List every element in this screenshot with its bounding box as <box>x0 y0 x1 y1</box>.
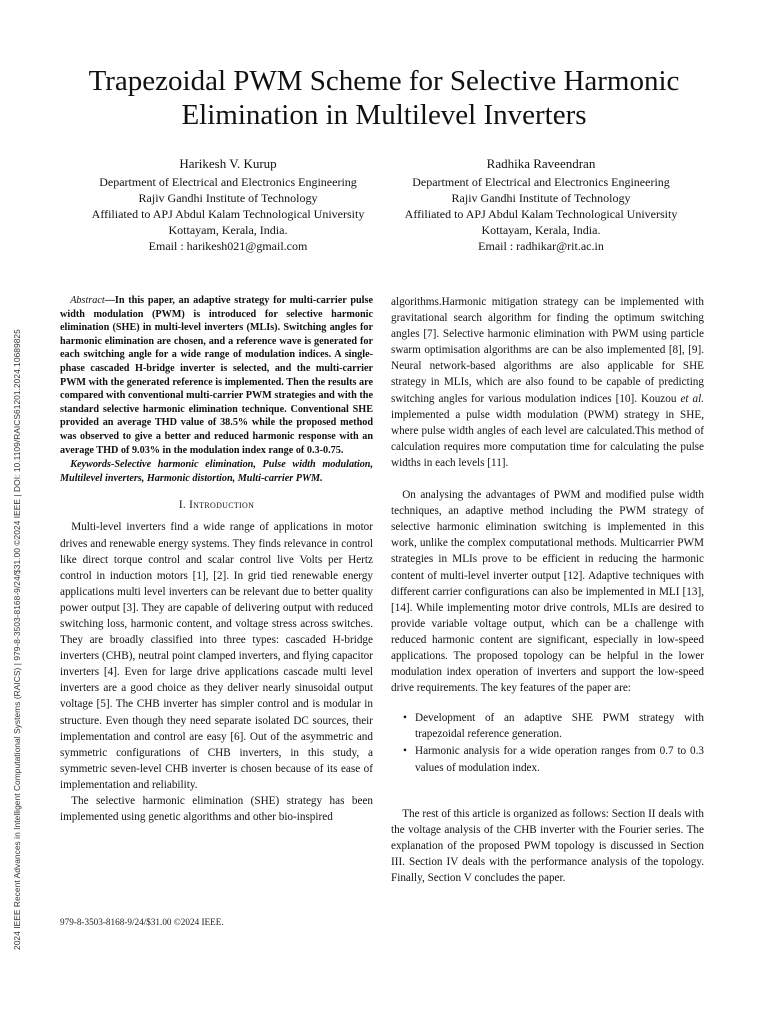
keywords: Keywords-Selective harmonic elimination, Pulse width modulation, Multilevel inverters, Harmonic distortion, Multi-carrier PWM. <box>60 459 373 484</box>
list-item-text: Harmonic analysis for a wide operation ranges from 0.7 to 0.3 values of modulation index. <box>415 745 704 774</box>
author-department: Department of Electrical and Electronics Engineering <box>99 175 357 189</box>
paragraph-spacer <box>391 471 704 487</box>
author-department: Department of Electrical and Electronics Engineering <box>412 175 670 189</box>
list-item <box>391 710 704 742</box>
paragraph-text: algorithms.Harmonic mitigation strategy can be implemented with gravitational search algorithm for finding the optimum switching angles [7]. Selective harmonic elimination with PWM using particle swarm optimisation algorithms are can be also implemented [8], [9]. Neural network-based algorithms are also applicable for SHE strategy in MLIs, which are also found to be capable of predicting switching angles for various modulation indices [10]. Kouzou <box>391 296 704 405</box>
bullet-icon: • <box>403 712 407 725</box>
intro-paragraph-5: The rest of this article is organized as follows: Section II deals with the voltage analysis of the CHB inverter with the Fourier series. The explanation of the proposed PWM topology is discussed in Section III. Section IV deals with the performance analysis of the topology. Finally, Section V concludes the paper. <box>391 807 704 884</box>
intro-paragraph-3 <box>391 294 704 471</box>
author-institute: Rajiv Gandhi Institute of Technology <box>451 191 631 205</box>
author-location: Kottayam, Kerala, India. <box>481 223 601 237</box>
author-location: Kottayam, Kerala, India. <box>168 223 288 237</box>
author-affiliation: Affiliated to APJ Abdul Kalam Technological University <box>404 207 678 221</box>
author-block-2 <box>386 154 696 254</box>
intro-paragraph-2: The selective harmonic elimination (SHE) strategy has been implemented using genetic algorithms and other bio-inspired <box>60 795 373 824</box>
list-item-text: Development of an adaptive SHE PWM strategy with trapezoidal reference generation. <box>415 712 704 741</box>
author-affiliation: Affiliated to APJ Abdul Kalam Technological University <box>91 207 365 221</box>
author-institute: Rajiv Gandhi Institute of Technology <box>138 191 318 205</box>
intro-paragraph-4: On analysing the advantages of PWM and modified pulse width techniques, an adaptive method including the PWM strategy of selective harmonic elimination switching is implemented in this work, unlike the complex computational methods. Multicarrier PWM strategies in MLIs prove to be efficient in reducing the harmonic content of multi-level inverter output [12]. Adaptive techniques with different carrier configurations can also be implemented in MLI [13], [14]. While implementing motor drive controls, MLIs are desired to provide variable voltage output, which can be a challenge with reduced harmonic content are significant, especially in low-speed applications. The proposed topology can be helpful in the lower modulation index operation of inverters and support the low-speed drive requirements. The key features of the paper are: <box>391 489 704 695</box>
intro-paragraph-1: Multi-level inverters find a wide range of applications in motor drives and renewable energy systems. They finds relevance in control like direct torque control and scalar control live Volts per Hertz control in induction motors [1], [2]. In grid tied renewable energy applications multi level inverters can be relevant due to better quality power output [3]. They are capable of delivering output with reduced switching loss, harmonic content, and voltage stress across switches. They are broadly classified into three types: cascaded H-bridge inverters (CHB), neutral point clamped inverters, and flying capacitor inverters [4]. Even for large drive applications cascade multi level inverters are a good choice as they deliver nearly sinusoidal output voltage [5]. The CHB inverter has simpler control and is modular in structure. Even though they need separate isolated DC sources, their implementation and control are easy [6]. Out of the asymmetric and symmetric configurations of CHB inverters, in this study, a symmetric seven-level CHB inverter is chosen because of its ease of implementation and reliability. <box>60 521 373 791</box>
abstract-label: Abstract <box>70 295 105 306</box>
list-item <box>391 743 704 775</box>
key-features-list <box>391 710 704 775</box>
section-heading <box>60 497 373 513</box>
right-column <box>391 294 704 886</box>
bullet-icon: • <box>403 745 407 758</box>
side-banner: 2024 IEEE Recent Advances in Intelligent Computational Systems (RAICS) | 979-8-3503-8168-9/24/$31.00 ©2024 IEEE | DOI: 10.1109/RAICS61201.2024.10689825 <box>12 329 22 950</box>
paragraph-text: implemented a pulse width modulation (PWM) strategy in SHE, where pulse width angles of each level are calculated.This method of calculation requires more computation time for calculating the pulse widths in each levels [11]. <box>391 408 704 469</box>
paragraph-emphasis: et al. <box>680 392 704 405</box>
abstract <box>60 294 373 457</box>
copyright-footer: 979-8-3503-8168-9/24/$31.00 ©2024 IEEE. <box>60 917 224 927</box>
author-block-1 <box>73 154 383 254</box>
section-title: Introduction <box>189 499 255 512</box>
section-number: I. <box>178 499 186 512</box>
paper-title: Trapezoidal PWM Scheme for Selective Harmonic Elimination in Multilevel Inverters <box>88 65 680 131</box>
author-email: Email : radhikar@rit.ac.in <box>478 239 604 253</box>
left-column <box>60 294 373 825</box>
author-email: Email : harikesh021@gmail.com <box>148 239 308 253</box>
author-name: Radhika Raveendran <box>486 156 596 171</box>
abstract-text: —In this paper, an adaptive strategy for multi-carrier pulse width modulation (PWM) is introduced for selective harmonic elimination (SHE) in multi-level inverters (MLIs). Switching angles for harmonic elimination are chosen, and a reference wave is generated for each switching angle for a wide range of modulation indices. A single-phase cascaded H-bridge inverter is selected, and the multi-carrier PWM with the generated reference is implemented. Then the results are compared with conventional multi-carrier PWM strategies and with the standard selective harmonic elimination technique. Conventional SHE provided an average THD value of 38.5% while the proposed method was observed to give a better and reduced harmonic response with an average THD of 9.03% in the modulation index range of 0.3-0.75. <box>60 295 373 456</box>
paragraph-spacer <box>391 790 704 806</box>
author-name: Harikesh V. Kurup <box>179 156 277 171</box>
